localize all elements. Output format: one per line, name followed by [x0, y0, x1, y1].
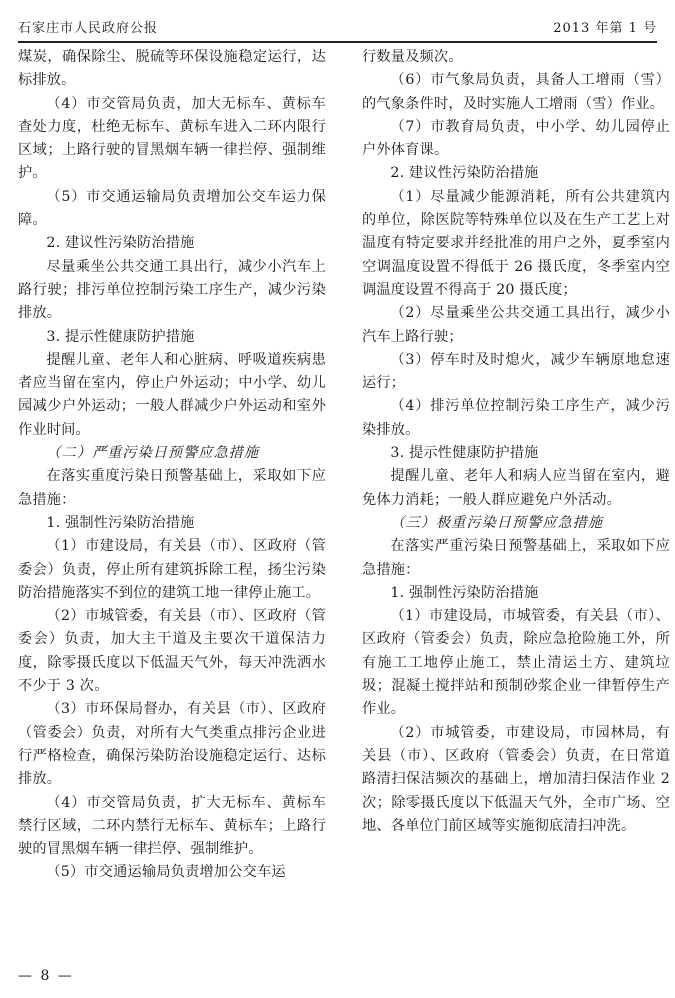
- paragraph: （3）市环保局督办，有关县（市）、区政府（管委会）负责，对所有大气类重点排污企业进行严格检查，确保污染防治设施稳定运行、达标排放。: [18, 701, 326, 788]
- issue-number: 2013 年第 1 号: [553, 21, 657, 36]
- paragraph: （2）尽量乘坐公共交通工具出行，减少小汽车上路行驶；: [362, 305, 670, 345]
- page-header: [18, 12, 657, 36]
- paragraph: （1）市建设局，市城管委，有关县（市）、区政府（管委会）负责，除应急抢险施工外，所有施工工地停止施工，禁止清运土方、建筑垃圾；混凝土搅拌站和预制砂浆企业一律暂停生产作业。: [362, 608, 670, 718]
- right-column: [362, 46, 670, 838]
- paragraph: （5）市交通运输局负责增加公交车运: [46, 864, 286, 881]
- paragraph: 提醒儿童、老年人和心脏病、呼吸道疾病患者应当留在室内，停止户外运动；中小学、幼儿园减少户外运动；一般人群减少户外运动和室外作业时间。: [18, 351, 326, 438]
- page-number: — 8 —: [18, 968, 74, 984]
- paragraph: 行数量及频次。: [362, 49, 463, 65]
- paragraph: （4）排污单位控制污染工序生产，减少污染排放。: [362, 398, 670, 438]
- paragraph: （2）市城管委，市建设局，市园林局，有关县（市）、区政府（管委会）负责，在日常道路清扫保洁频次的基础上，增加清扫保洁作业 2 次；除零摄氏度以下低温天气外，全市广场、空地、各单位门前区域等实施彻底清扫冲洗。: [362, 724, 670, 834]
- paragraph: （6）市气象局负责，具备人工增雨（雪）的气象条件时，及时实施人工增雨（雪）作业。: [362, 72, 670, 112]
- publication-title: 石家庄市人民政府公报: [18, 21, 159, 36]
- left-column: [18, 46, 326, 885]
- paragraph: （4）市交管局负责，加大无标车、黄标车查处力度，杜绝无标车、黄标车进入二环内限行区域；上路行驶的冒黑烟车辆一律拦停、强制维护。: [18, 95, 326, 182]
- section-heading: （三）极重污染日预警应急措施: [390, 514, 604, 531]
- section-heading: （二）严重污染日预警应急措施: [46, 445, 260, 462]
- paragraph: 1. 强制性污染防治措施: [390, 584, 539, 601]
- paragraph: （4）市交管局负责，扩大无标车、黄标车禁行区域，二环内禁行无标车、黄标车；上路行驶的冒黑烟车辆一律拦停、强制维护。: [18, 794, 326, 858]
- paragraph: 2. 建议性污染防治措施: [46, 235, 195, 252]
- paragraph: （1）尽量减少能源消耗，所有公共建筑内的单位，除医院等特殊单位以及在生产工艺上对温度有特定要求并经批准的用户之外，夏季室内空调温度设置不得低于 26 摄氏度，冬季室内空调温度设置不得高于 20 摄氏度；: [362, 188, 670, 298]
- paragraph: 3. 提示性健康防护措施: [46, 328, 195, 345]
- header-divider: [18, 41, 657, 43]
- paragraph: （3）停车时及时熄火，减少车辆原地怠速运行；: [362, 351, 670, 392]
- paragraph: （2）市城管委，有关县（市）、区政府（管委会）负责，加大主干道及主要次干道保洁力度，除零摄氏度以下低温天气外，每天冲洗洒水不少于 3 次。: [18, 608, 326, 695]
- paragraph: （5）市交通运输局负责增加公交车运力保障。: [18, 188, 326, 229]
- paragraph: 提醒儿童、老年人和病人应当留在室内，避免体力消耗；一般人群应避免户外活动。: [362, 468, 670, 508]
- paragraph: 尽量乘坐公共交通工具出行，减少小汽车上路行驶；排污单位控制污染工序生产，减少污染排放。: [18, 258, 326, 322]
- paragraph: 1. 强制性污染防治措施: [46, 514, 195, 531]
- paragraph: （1）市建设局，有关县（市）、区政府（管委会）负责，停止所有建筑拆除工程，扬尘污染防治措施落实不到位的建筑工地一律停止施工。: [18, 538, 326, 601]
- paragraph: 3. 提示性健康防护措施: [390, 445, 539, 462]
- paragraph: 2. 建议性污染防治措施: [390, 165, 539, 182]
- paragraph: 在落实重度污染日预警基础上，采取如下应急措施：: [18, 468, 326, 508]
- paragraph: （7）市教育局负责，中小学、幼儿园停止户外体育课。: [362, 118, 670, 159]
- paragraph: 煤炭，确保除尘、脱硫等环保设施稳定运行，达标排放。: [18, 49, 326, 89]
- paragraph: 在落实严重污染日预警基础上，采取如下应急措施：: [362, 538, 670, 578]
